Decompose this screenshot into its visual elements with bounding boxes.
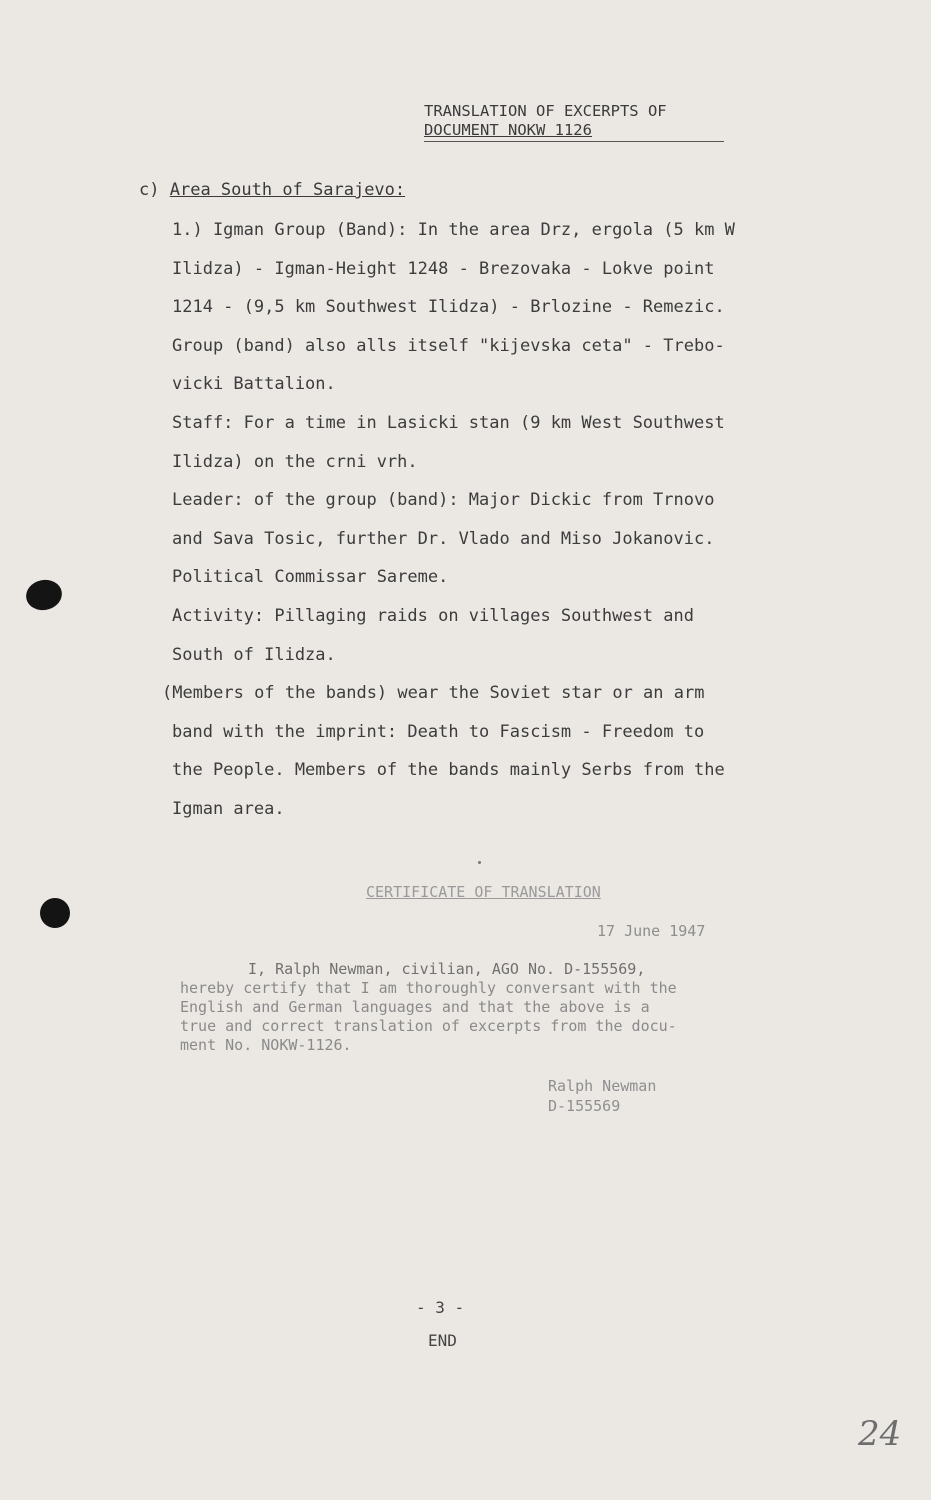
signature-name: Ralph Newman bbox=[548, 1077, 657, 1095]
section-heading bbox=[139, 180, 405, 200]
punch-hole-lower bbox=[40, 898, 70, 928]
body-line: Ilidza) - Igman-Height 1248 - Brezovaka - Lokve point bbox=[172, 258, 715, 279]
body-line: Activity: Pillaging raids on villages Southwest and bbox=[172, 605, 694, 626]
body-line: vicki Battalion. bbox=[172, 374, 336, 395]
certificate-line: English and German languages and that the above is a bbox=[180, 998, 650, 1016]
section-title: Area South of Sarajevo: bbox=[169, 180, 406, 200]
end-marker: END bbox=[428, 1331, 457, 1350]
body-line: band with the imprint: Death to Fascism - Freedom to bbox=[172, 721, 705, 742]
document-header bbox=[424, 102, 667, 140]
body-line: Staff: For a time in Lasicki stan (9 km West Southwest bbox=[172, 412, 725, 433]
certificate-line: ment No. NOKW-1126. bbox=[180, 1036, 352, 1054]
body-line: Ilidza) on the crni vrh. bbox=[172, 451, 418, 472]
certificate-date: 17 June 1947 bbox=[597, 922, 706, 940]
folio-number: 24 bbox=[858, 1414, 902, 1454]
body-line: South of Ilidza. bbox=[172, 644, 336, 665]
body-line: 1.) Igman Group (Band): In the area Drz, ergola (5 km W bbox=[172, 220, 735, 240]
body-line: Igman area. bbox=[172, 798, 285, 819]
page-number: - 3 - bbox=[416, 1298, 465, 1317]
body-line: (Members of the bands) wear the Soviet star or an arm bbox=[162, 683, 705, 704]
header-title-line-2: DOCUMENT NOKW 1126 bbox=[424, 121, 592, 139]
body-line: Group (band) also alls itself "kijevska ceta" - Trebo- bbox=[172, 335, 725, 356]
header-underline bbox=[424, 141, 724, 142]
body-line: Political Commissar Sareme. bbox=[172, 567, 449, 588]
certificate-line: true and correct translation of excerpts from the docu- bbox=[180, 1017, 677, 1035]
signature-block bbox=[548, 1076, 656, 1116]
body-text bbox=[162, 218, 832, 836]
certificate-line: I, Ralph Newman, civilian, AGO No. D-155569, bbox=[248, 960, 646, 978]
punch-hole-upper bbox=[23, 577, 64, 614]
ink-speck bbox=[478, 861, 481, 864]
certificate-line: hereby certify that I am thoroughly conversant with the bbox=[180, 979, 677, 997]
certificate-title: CERTIFICATE OF TRANSLATION bbox=[366, 883, 601, 901]
body-line: the People. Members of the bands mainly Serbs from the bbox=[172, 760, 725, 781]
body-line: Leader: of the group (band): Major Dickic from Trnovo bbox=[172, 490, 715, 511]
certificate-body bbox=[180, 960, 820, 1055]
signature-number: D-155569 bbox=[548, 1097, 621, 1115]
body-line: 1214 - (9,5 km Southwest Ilidza) - Brlozine - Remezic. bbox=[172, 297, 725, 318]
header-title-line-1: TRANSLATION OF EXCERPTS OF bbox=[424, 102, 667, 120]
body-line: and Sava Tosic, further Dr. Vlado and Miso Jokanovic. bbox=[172, 528, 715, 549]
section-marker: c) bbox=[139, 180, 160, 200]
